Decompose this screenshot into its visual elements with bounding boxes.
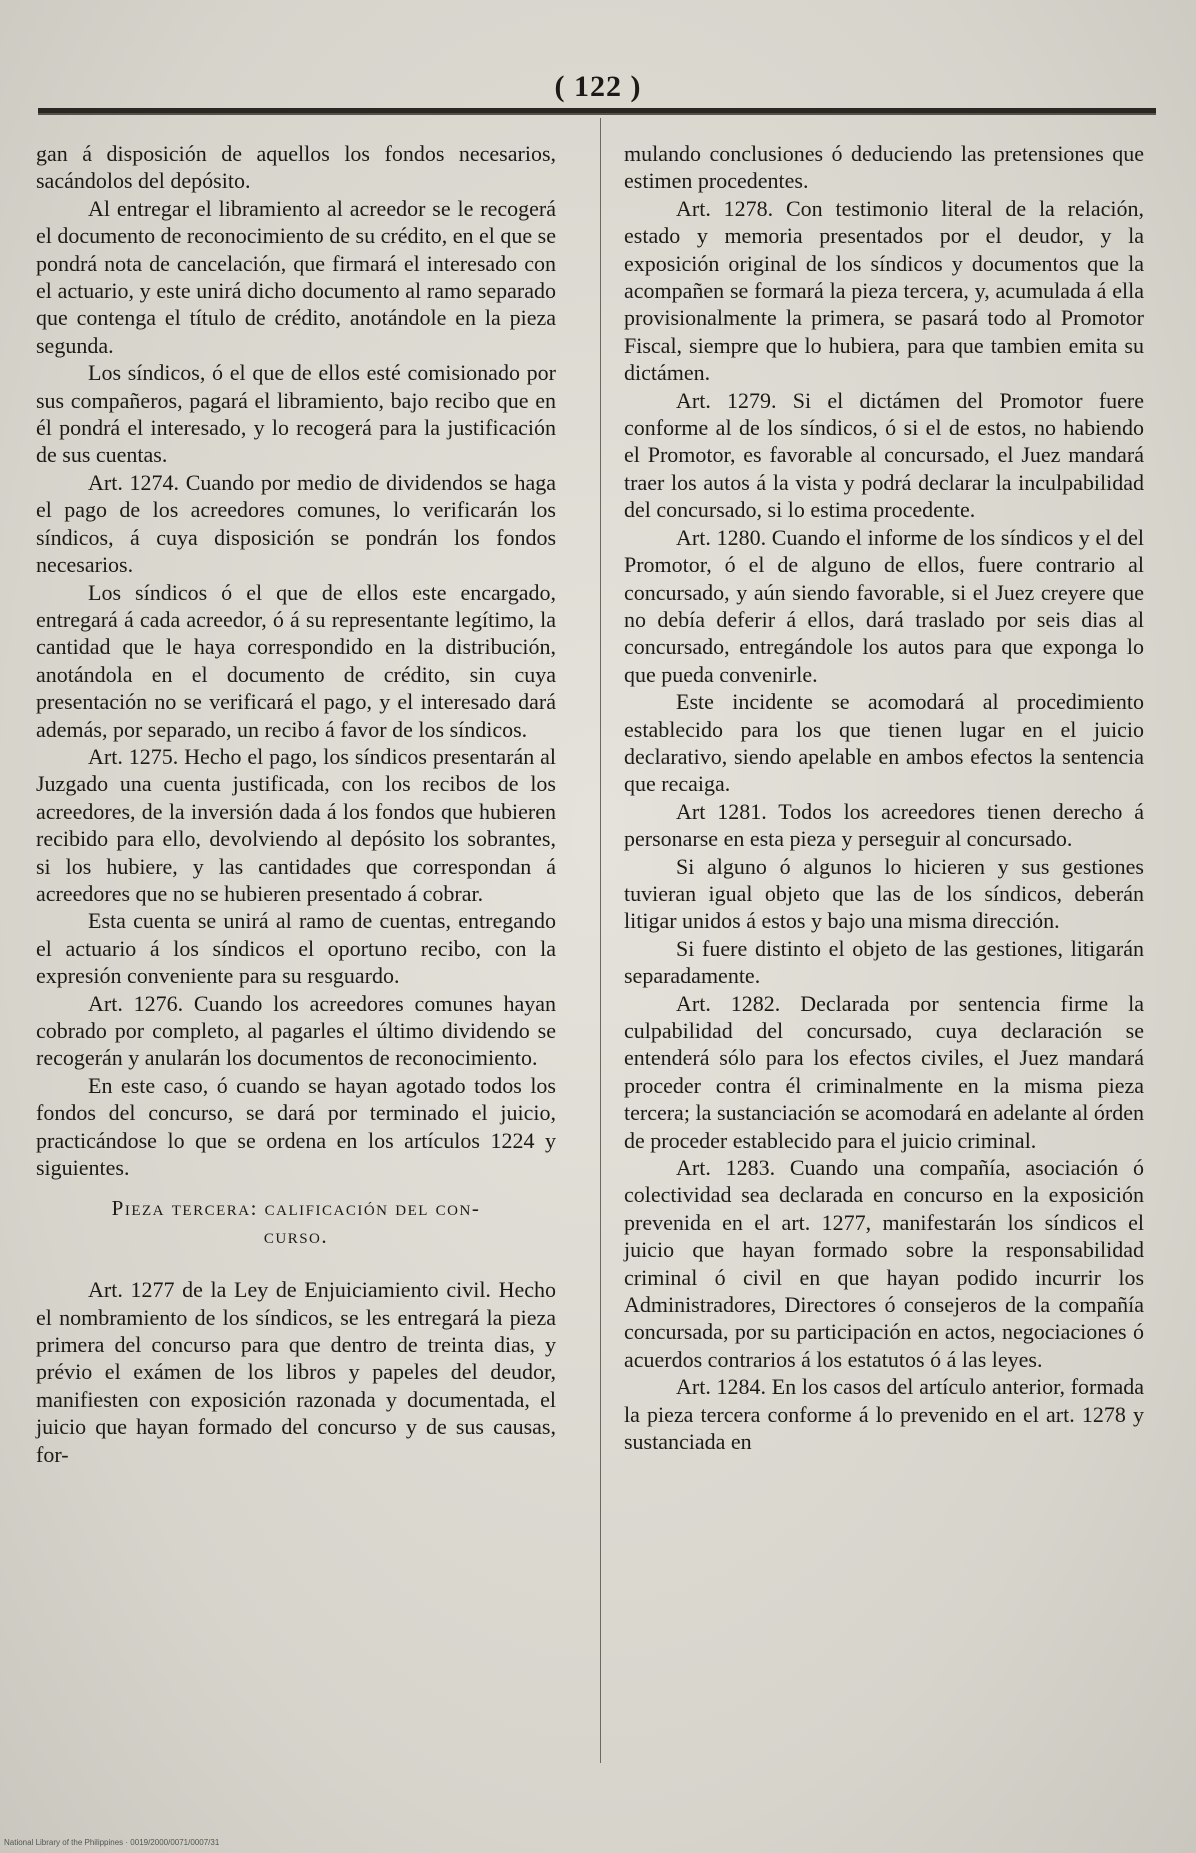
left-column-paragraph: En este caso, ó cuando se hayan agotado todos los fondos del concurso, se dará por terminado el juicio, practicándose lo que se ordena en los artículos 1224 y siguientes.: [36, 1072, 556, 1181]
left-column-after-paragraph: Art. 1277 de la Ley de Enjuiciamiento civil. Hecho el nombramiento de los síndicos, se les entregará la pieza primera del concurso para que dentro de treinta dias, y prévio el exámen de los libros y papeles del deudor, manifiesten con exposición razonada y documentada, el juicio que hayan formado del concurso y de sus causas, for-: [36, 1277, 556, 1467]
section-heading-line2: curso.: [263, 1223, 329, 1248]
left-column-paragraph: gan á disposición de aquellos los fondos necesarios, sacándolos del depósito.: [36, 141, 556, 194]
right-column-paragraph: Art. 1283. Cuando una compañía, asociación ó colectividad sea declarada en concurso en la exposición prevenida en el art. 1277, manifestarán los síndicos el juicio que hayan formado sobre la responsabilidad criminal ó civil en que hayan podido incurrir los Administradores, Directores ó consejeros de la compañía concursada, por su participación en actos, negociaciones ó acuerdos contrarios á los estatutos ó á las leyes.: [624, 1155, 1144, 1372]
section-heading-line1: Pieza tercera: calificación del con-: [111, 1196, 481, 1221]
right-column-paragraph: Art. 1284. En los casos del artículo anterior, formada la pieza tercera conforme á lo prevenido en el art. 1278 y sustanciada en: [624, 1374, 1144, 1455]
right-column-paragraph: Art. 1282. Declarada por sentencia firme la culpabilidad del concursado, cuya declaración se entenderá sólo para los efectos civiles, el Juez mandará proceder contra él criminalmente en la misma pieza tercera; la sustanciación se acomodará en adelante al órden de proceder establecido para el juicio criminal.: [624, 990, 1144, 1153]
right-column-paragraph: Art. 1280. Cuando el informe de los síndicos y el del Promotor, ó el de alguno de ellos, fuere contrario al concursado, y aún siendo favorable, si el Juez creyere que no debía deferir á ellos, dará traslado por seis dias al concursado, entregándole los autos para que exponga lo que pueda convenirle.: [624, 524, 1144, 687]
left-column-paragraph: Art. 1275. Hecho el pago, los síndicos presentarán al Juzgado una cuenta justificada, con los recibos de los acreedores, de la inversión dada á los fondos que hubieren recibido para ello, devolviendo al depósito los sobrantes, si los hubiere, y las cantidades que correspondan á acreedores que no se hubieren presentado á cobrar.: [36, 743, 556, 906]
section-heading: [36, 1195, 556, 1250]
left-paragraphs: [36, 140, 556, 1181]
right-column-paragraph: Este incidente se acomodará al procedimiento establecido para los que tienen lugar en el juicio declarativo, siendo apelable en ambos efectos la sentencia que recaiga.: [624, 689, 1144, 797]
left-column-paragraph: Art. 1276. Cuando los acreedores comunes hayan cobrado por completo, al pagarles el último dividendo se recogerán y anularán los documentos de reconocimiento.: [36, 990, 556, 1071]
right-column-paragraph: Si alguno ó algunos lo hicieren y sus gestiones tuvieran igual objeto que las de los síndicos, deberán litigar unidos á estos y bajo una misma dirección.: [624, 853, 1144, 934]
left-column-paragraph: Art. 1274. Cuando por medio de dividendos se haga el pago de los acreedores comunes, lo verificarán los síndicos, á cuya disposición se pondrán los fondos necesarios.: [36, 469, 556, 578]
page-number-header: ( 122 ): [554, 70, 642, 103]
right-column-paragraph: Si fuere distinto el objeto de las gestiones, litigarán separadamente.: [624, 935, 1144, 989]
header-rule: [38, 108, 1156, 115]
right-column: [624, 140, 1144, 1456]
left-column-paragraph: Esta cuenta se unirá al ramo de cuentas, entregando el actuario á los síndicos el oportuno recibo, con la expresión conveniente para su resguardo.: [36, 908, 556, 989]
left-column-paragraph: Los síndicos ó el que de ellos este encargado, entregará á cada acreedor, ó á su representante legítimo, la cantidad que le haya correspondido en la distribución, anotándola en el documento de crédito, sin cuya presentación no se verificará el pago, y el interesado dará además, por separado, un recibo á favor de los síndicos.: [36, 579, 556, 742]
left-column-paragraph: Los síndicos, ó el que de ellos esté comisionado por sus compañeros, pagará el libramiento, bajo recibo que en él pondrá el interesado, y lo recogerá para la justificación de sus cuentas.: [36, 360, 556, 468]
left-column: [36, 140, 556, 1468]
column-divider: [600, 118, 601, 1763]
left-column-paragraph: Al entregar el libramiento al acreedor se le recogerá el documento de reconocimiento de su crédito, en el que se pondrá nota de cancelación, que firmará el interesado con el actuario, y este unirá dicho documento al ramo separado que contenga el título de crédito, anotándole en la pieza segunda.: [36, 195, 556, 358]
right-paragraphs: [624, 140, 1144, 1456]
right-column-paragraph: Art. 1279. Si el dictámen del Promotor fuere conforme al de los síndicos, ó si el de estos, no habiendo el Promotor, es favorable al concursado, el Juez mandará traer los autos á la vista y podrá declarar la inculpabilidad del concursado, si lo estima procedente.: [624, 387, 1144, 523]
library-credit: National Library of the Philippines · 0019/2000/0071/0007/31: [4, 1838, 220, 1847]
left-paragraphs-after-heading: [36, 1276, 556, 1468]
right-column-paragraph: Art. 1278. Con testimonio literal de la relación, estado y memoria presentados por el deudor, y la exposición original de los síndicos y documentos que la acompañen se formará la pieza tercera, y, acumulada á ella provisionalmente la primera, se pasará todo al Promotor Fiscal, siempre que lo hubiera, para que tambien emita su dictámen.: [624, 195, 1144, 386]
right-column-paragraph: Art 1281. Todos los acreedores tienen derecho á personarse en esta pieza y perseguir al concursado.: [624, 798, 1144, 852]
right-column-paragraph: mulando conclusiones ó deduciendo las pretensiones que estimen procedentes.: [624, 141, 1144, 194]
